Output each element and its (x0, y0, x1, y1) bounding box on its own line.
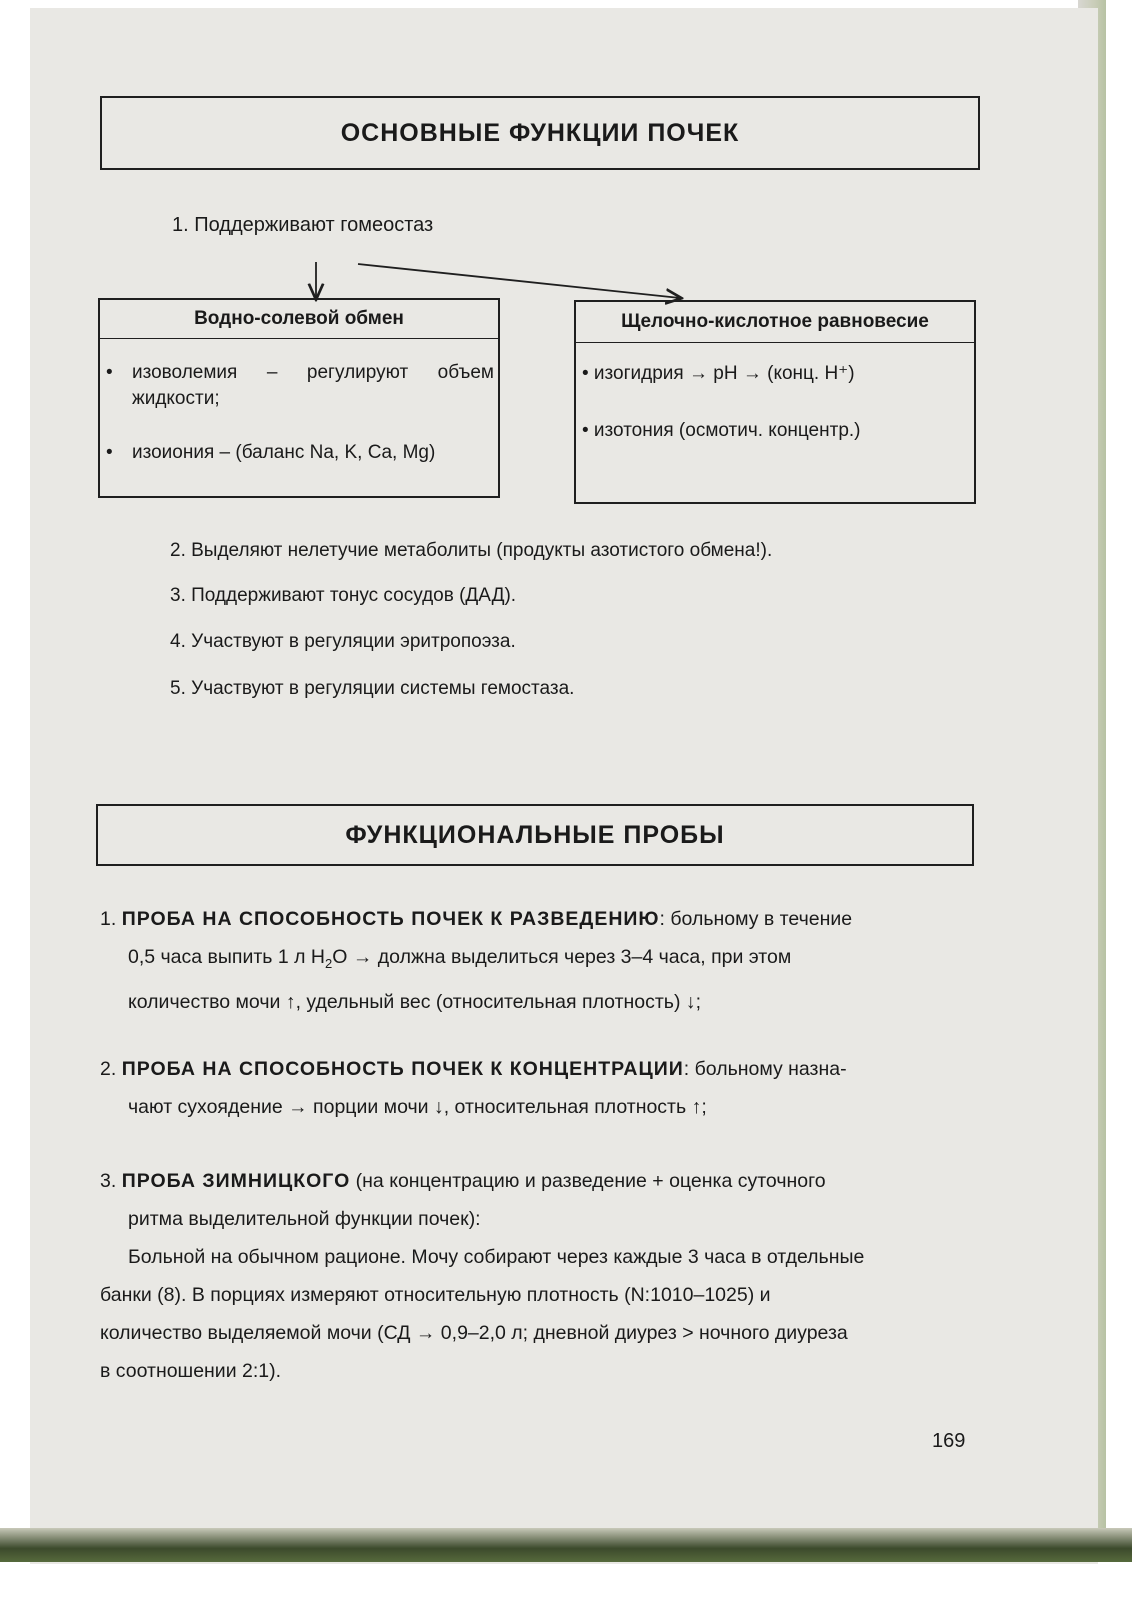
test-2-line-2: чают сухоядение → порции мочи ↓, относительная плотность ↑; (128, 1096, 707, 1118)
bullet-icon: • (106, 442, 113, 463)
test-1-name: ПРОБА НА СПОСОБНОСТЬ ПОЧЕК К РАЗВЕДЕНИЮ (121, 908, 660, 930)
arrow-to-acid-base (358, 264, 680, 298)
section-title-box (96, 804, 974, 866)
test-2-text: : больному назна- (683, 1058, 847, 1080)
test-1-text: : больному в течение (659, 908, 853, 930)
arrows-diagram (0, 0, 1132, 320)
page-number: 169 (932, 1430, 966, 1452)
book-bottom-edge (0, 1528, 1132, 1562)
test-1-line-2a: 0,5 часа выпить 1 л H (128, 946, 326, 968)
item-4: 4. Участвуют в регуляции эритропоэза. (170, 631, 516, 652)
isotonia-text: • изотония (осмотич. концентр.) (582, 420, 861, 441)
test-3-para-1: Больной на обычном рационе. Мочу собирают через каждые 3 часа в отдельные (128, 1246, 865, 1268)
water-salt-bullet-1 (106, 360, 494, 412)
test-3-line-2: ритма выделительной функции почек): (128, 1208, 481, 1230)
acid-base-box (574, 300, 976, 504)
test-1-line-2 (100, 938, 968, 983)
test-3-para-3: количество выделяемой мочи (СД → 0,9–2,0 л; дневной диурез > ночного диуреза (100, 1322, 848, 1344)
isohydria-text: • изогидрия → pH → (конц. H⁺) (582, 363, 855, 384)
test-1-sub: 2 (325, 955, 333, 971)
test-3-para-4: в соотношении 2:1). (100, 1360, 282, 1382)
water-salt-heading: Водно-солевой обмен (100, 300, 498, 339)
bullet-icon: • (106, 362, 113, 383)
test-3-num: 3. (100, 1170, 117, 1192)
item-2: 2. Выделяют нелетучие метаболиты (продукты азотистого обмена!). (170, 540, 773, 561)
test-2 (100, 1050, 968, 1126)
item-5: 5. Участвуют в регуляции системы гемостаза. (170, 678, 575, 699)
test-3 (100, 1162, 968, 1390)
test-2-num: 2. (100, 1058, 117, 1080)
test-3-line-1 (100, 1162, 968, 1200)
test-2-line-1 (100, 1050, 968, 1088)
test-1-line-3: количество мочи ↑, удельный вес (относительная плотность) ↓; (128, 990, 702, 1013)
isovolemia-text: изоволемия – регулируют объем жидкости; (132, 362, 494, 409)
test-1-line-1 (100, 900, 968, 938)
test-2-name: ПРОБА НА СПОСОБНОСТЬ ПОЧЕК К КОНЦЕНТРАЦИИ (121, 1058, 684, 1080)
water-salt-bullet-2 (106, 442, 494, 464)
test-3-para-2: банки (8). В порциях измеряют относительную плотность (N:1010–1025) и (100, 1284, 771, 1306)
item-1: 1. Поддерживают гомеостаз (172, 214, 434, 236)
section-title: ФУНКЦИОНАЛЬНЫЕ ПРОБЫ (345, 820, 725, 849)
test-3-name: ПРОБА ЗИМНИЦКОГО (121, 1170, 351, 1192)
acid-base-heading: Щелочно-кислотное равновесие (576, 302, 974, 343)
test-1-num: 1. (100, 908, 117, 930)
item-3: 3. Поддерживают тонус сосудов (ДАД). (170, 585, 517, 606)
isoionia-text: изоиония – (баланс Na, K, Ca, Mg) (132, 442, 436, 463)
test-3-text: (на концентрацию и разведение + оценка суточного (350, 1170, 826, 1192)
page-title: ОСНОВНЫЕ ФУНКЦИИ ПОЧЕК (340, 118, 740, 147)
test-1 (100, 900, 968, 1021)
test-1-line-2b: O → должна выделиться через 3–4 часа, при этом (332, 946, 792, 968)
